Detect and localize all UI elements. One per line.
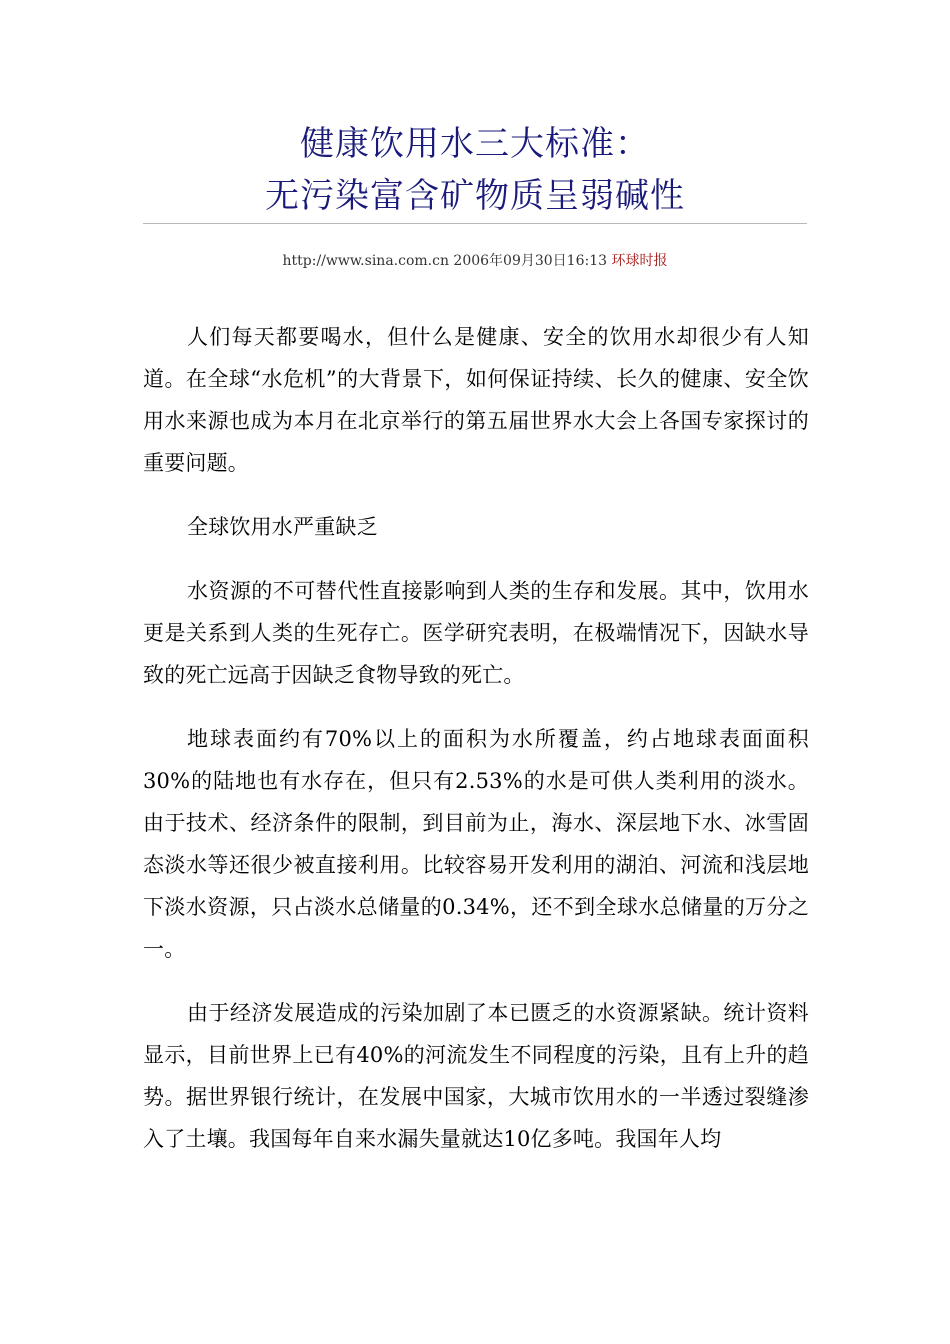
paragraph-intro: 人们每天都要喝水，但什么是健康、安全的饮用水却很少有人知道。在全球“水危机”的大背景下，如何保证持续、长久的健康、安全饮用水来源也成为本月在北京举行的第五届世界水大会上各国专家探讨的重要问题。 <box>143 325 809 475</box>
paragraph: 由于经济发展造成的污染加剧了本已匮乏的水资源紧缺。统计资料显示，目前世界上已有40%的河流发生不同程度的污染，且有上升的趋势。据世界银行统计，在发展中国家，大城市饮用水的一半透过裂缝渗入了土壤。我国每年自来水漏失量就达10亿多吨。我国年人均 <box>143 1001 809 1151</box>
byline-datetime: 2006年09月30日16:13 <box>453 253 608 269</box>
paragraph: 水资源的不可替代性直接影响到人类的生存和发展。其中，饮用水更是关系到人类的生死存亡。医学研究表明，在极端情况下，因缺水导致的死亡远高于因缺乏食物导致的死亡。 <box>143 579 809 687</box>
title-line-1: 健康饮用水三大标准： <box>300 124 650 164</box>
paragraph: 地球表面约有70%以上的面积为水所覆盖，约占地球表面面积30%的陆地也有水存在，但只有2.53%的水是可供人类利用的淡水。由于技术、经济条件的限制，到目前为止，海水、深层地下水、冰雪固态淡水等还很少被直接利用。比较容易开发利用的湖泊、河流和浅层地下淡水资源，只占淡水总储量的0.34%，还不到全球水总储量的万分之一。 <box>143 727 809 961</box>
article-title <box>143 118 807 222</box>
title-divider <box>143 223 807 224</box>
title-line-2: 无污染富含矿物质呈弱碱性 <box>265 176 685 216</box>
byline-source: 环球时报 <box>611 253 668 269</box>
article-body <box>143 316 809 1182</box>
article-byline <box>143 251 807 271</box>
section-heading: 全球饮用水严重缺乏 <box>187 515 378 539</box>
byline-url: http://www.sina.com.cn <box>282 253 449 269</box>
